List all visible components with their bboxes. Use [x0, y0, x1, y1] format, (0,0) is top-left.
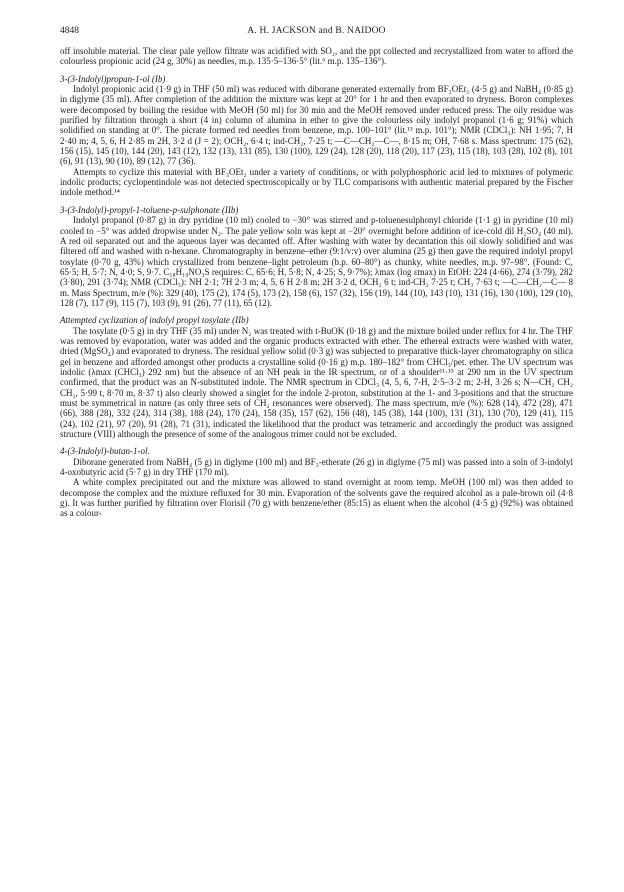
- paragraph-tosylate-preparation: Indolyl propanol (0·87 g) in dry pyridine (10 ml) cooled to −30° was stirred and p-toluenesulphonyl chloride (1·1 g) in pyridine (10 ml) cooled to −5° was added dropwise under N₂. The pale yellow soln was kept at −20° overnight before addition of ice-cold dil H₂SO₄ (40 ml). A red oil separated out and the aqueous layer was decanted off. After washing with water by decantation this oil slowly solidified and was filtered off and washed with n-hexane. Chromatography in benzene–ether (9:1/v:v) over alumina (25 g) then gave the required indolyl propyl tosylate (0·70 g, 43%) which crystallized from benzene–light petroleum (b.p. 60–80°) as chunky, white needles, m.p. 97–98°. (Found: C, 65·5; H, 5·7; N, 4·0; S, 9·7. C₁₈H₁₉NO₃S requires: C, 65·6; H, 5·8; N, 4·25; S, 9·7%); λmax (log εmax) in EtOH: 224 (4·66), 274 (3·79), 282 (3·80), 291 (3·74); NMR (CDCl₃): NH 2·1; 7H 2·3 m; 4, 5, 6 H 2·8 m; 2H 3·2 d, OCH₂ 6 t; ind-CH₂ 7·25 t; CH₃ 7·63 t; —C—CH₂—C— 8 m. Mass Spectrum, m/e (%): 329 (40), 175 (2), 174 (5), 173 (2), 158 (6), 157 (32), 156 (19), 144 (10), 143 (10), 131 (16), 130 (100), 129 (10), 128 (7), 117 (9), 115 (7), 103 (9), 91 (26), 77 (11), 65 (12).: [60, 215, 573, 308]
- paragraph-acid-workup: off insoluble material. The clear pale yellow filtrate was acidified with SO₂, and the ppt collected and recrystallized from water to afford the colourless propionic acid (24 g, 30%) as needles, m.p. 135·5–136·5° (lit.⁶ m.p. 135–136°).: [60, 46, 573, 67]
- section-heading-indolyl-propanol: 3-(3-Indolyl)propan-1-ol (Ib): [60, 73, 166, 84]
- paragraph-cyclization-results: The tosylate (0·5 g) in dry THF (35 ml) under N₂ was treated with t-BuOK (0·18 g) and the mixture boiled under reflux for 4 hr. The THF was removed by evaporation, water was added and the organic products extracted with ether. The ethereal extracts were washed with water, dried (MgSO₄) and evaporated to dryness. The residual yellow solid (0·3 g) was subjected to preparative thick-layer chromatography on silica gel in benzene and afforded amongst other products a crystalline solid (0·16 g) m.p. 180–182° from CHCl₃/pet. ether. The UV spectrum was indolic (λmax (CHCl₃) 292 nm) but the absence of an NH peak in the IR spectrum, or of a shoulder¹¹·¹⁵ at 290 nm in the UV spectrum confirmed, that the product was an N-substituted indole. The NMR spectrum in CDCl₃ (4, 5, 6, 7-H, 2·5–3·2 m; 2-H, 3·26 s; N—CH₂ CH₂ CH₂, 5·99 t, 8·70 m, 8·37 t) also clearly showed a singlet for the indole 2-proton, substitution at the 1- and 3-positions and that the structure must be symmetrical in nature (as only three sets of CH₂ resonances were observed). The mass spectrum, m/e (%): 628 (14), 472 (28), 471 (66), 388 (28), 332 (24), 314 (38), 188 (24), 170 (24), 158 (35), 157 (62), 156 (48), 145 (38), 144 (100), 131 (31), 130 (70), 129 (41), 115 (24), 102 (21), 97 (20), 91 (28), 71 (31), indicated the likelihood that the product was tetrameric and accordingly the product was assigned structure (VIII) although the presence of some of the analogous trimer could not be excluded.: [60, 325, 573, 440]
- paragraph-complex-workup: A white complex precipitated out and the mixture was allowed to stand overnight at room temp. MeOH (100 ml) was then added to decompose the complex and the mixture refluxed for 30 min. Evaporation of the solvents gave the required alcohol as a pale-brown oil (4·8 g). It was further purified by filtration over Florisil (70 g) with benzene/ether (85:15) as eluent when the alcohol (4·5 g) (92%) was obtained as a colour-: [60, 477, 573, 519]
- section-heading-indolyl-butanol: 4-(3-Indolyl)-butan-1-ol.: [60, 446, 150, 457]
- paragraph-diborane-reduction: Diborane generated from NaBH₄ (5 g) in diglyme (100 ml) and BF₃-etherate (26 g) in diglyme (75 ml) was passed into a soln of 3-indolyl 4-oxobutyric acid (5·7 g) in dry THF (170 ml).: [60, 456, 573, 478]
- section-heading-attempted-cyclization: Attempted cyclization of indolyl propyl tosylate (IIb): [60, 315, 249, 326]
- page-number: 4848: [60, 26, 79, 36]
- paragraph-propanol-reduction: Indolyl propionic acid (1·9 g) in THF (50 ml) was reduced with diborane generated externally from BF₃OEt₂ (4·5 g) and NaBH₄ (0·85 g) in diglyme (35 ml). After completion of the addition the mixture was kept at 20° for 1 hr and then evaporated to dryness. Boron complexes were decomposed by boiling the residue with MeOH (50 ml) for 30 min and the MeOH removed under reduced press. The oily residue was purified by filtration through a short (4 in) column of alumina in ether to give the colourless oily indolyl propanol (1·6 g; 91%) which solidified on standing at 0°. The picrate formed red needles from benzene, m.p. 100–101° (lit.¹³ m.p. 101°); NMR (CDCl₃): NH 1·95; 7, H 2·40 m; 4, 5, 6, H 2·85 m 2H, 3·2 d (J = 2); OCH₂, 6·4 t; ind-CH₂, 7·25 t; —C—CH₂—C—, 8·15 m; OH, 7·68 s. Mass spectrum: 175 (62), 156 (15), 145 (10), 144 (20), 143 (12), 132 (13), 131 (85), 130 (100), 129 (24), 128 (20), 118 (20), 117 (23), 115 (18), 103 (28), 102 (8), 101 (6), 91 (13), 90 (10), 89 (12), 77 (36).: [60, 84, 573, 167]
- running-authors: A. H. JACKSON and B. NAIDOO: [247, 26, 386, 36]
- running-header: [60, 26, 573, 40]
- section-heading-propyl-tosylate: 3-(3-Indolyl)-propyl-1-toluene-p-sulphonate (IIb): [60, 204, 239, 215]
- paragraph-cyclize-attempts: Attempts to cyclize this material with BF₃OEt₂ under a variety of conditions, or with polyphosphoric acid led to mixtures of polymeric indolic products; cyclopentindole was not detected spectroscopically or by TLC comparisons with authentic material prepared by the Fischer indole method.¹⁴: [60, 166, 573, 198]
- journal-page: [60, 26, 573, 876]
